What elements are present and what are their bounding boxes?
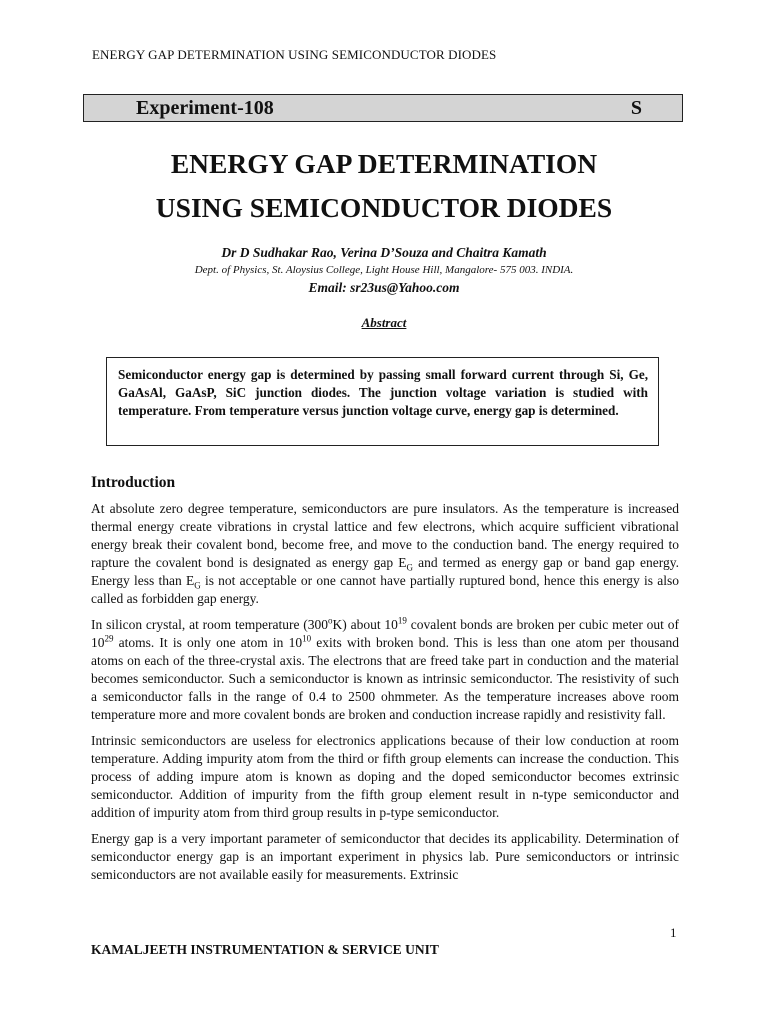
running-header: ENERGY GAP DETERMINATION USING SEMICONDUCTOR DIODES xyxy=(92,47,497,62)
affiliation: Dept. of Physics, St. Aloysius College, Light House Hill, Mangalore- 575 003. INDIA. xyxy=(194,264,574,276)
intro-paragraph-3: Intrinsic semiconductors are useless for electronics applications because of their low conduction at room temperature. Adding impurity atom from the third or fifth group elements can increase the conduction. This process of adding impure atom is known as doping and the doped semiconductor becomes extrinsic semiconductor. Addition of impurity from the fifth group element result in n-type semiconductor and addition of impurity atom from third group results in p-type semiconductor. xyxy=(91,733,679,820)
introduction-heading: Introduction xyxy=(91,474,176,491)
experiment-number: Experiment-108 xyxy=(136,97,274,119)
author-email: Email: sr23us@Yahoo.com xyxy=(308,280,460,295)
authors: Dr D Sudhakar Rao, Verina D’Souza and Chaitra Kamath xyxy=(221,245,547,260)
title-line-2: USING SEMICONDUCTOR DIODES xyxy=(155,192,613,223)
intro-paragraph-4: Energy gap is a very important parameter of semiconductor that decides its applicability. Determination of semiconductor energy gap is an important experiment in physics lab. Pure semiconductors or intrinsic semiconductors are not available easily for measurements. Extrinsic xyxy=(91,831,679,882)
abstract-text: Semiconductor energy gap is determined by passing small forward current through Si, Ge, GaAsAl, GaAsP, SiC junction diodes. The junction voltage variation is studied with temperature. From temperature versus junction voltage curve, energy gap is determined. xyxy=(118,367,648,418)
title-line-1: ENERGY GAP DETERMINATION xyxy=(170,148,598,179)
page-number: 1 xyxy=(670,925,677,940)
abstract-heading: Abstract xyxy=(361,315,407,330)
experiment-bar xyxy=(83,94,683,122)
page-footer: KAMALJEETH INSTRUMENTATION & SERVICE UNIT xyxy=(91,942,439,957)
experiment-category: S xyxy=(630,97,642,119)
intro-paragraph-1: At absolute zero degree temperature, semiconductors are pure insulators. As the temperature is increased thermal energy create vibrations in crystal lattice and few electrons, which acquire sufficient vibrational energy break their covalent bond, become free, and move to the conduction band. The energy required to rapture the covalent bond is designated as energy gap $E_G$ and termed as energy gap or band gap energy. Energy less than $E_G$ is not acceptable or one cannot have partially ruptured bond, hence this energy is also called as forbidden gap energy. xyxy=(91,501,679,606)
intro-paragraph-2: In silicon crystal, at room temperature (300$^o$K) about $10^{19}$ covalent bonds are broken per cubic meter out of $10^{29}$ atoms. It is only one atom in $10^{10}$ exits with broken bond. This is less than one atom per thousand atoms on each of the three-crystal axis. The electrons that are freed take part in conduction and the material becomes semiconductor. Such a semiconductor is known as intrinsic semiconductor. The resistivity of such a semiconductor falls in the range of 0.4 to 2500 ohmmeter. As the temperature increases above room temperature more and more covalent bonds are broken and conduction increase rapidly and resistivity fall. xyxy=(91,615,679,722)
introduction-body xyxy=(91,500,679,892)
document-title xyxy=(0,142,768,230)
abstract-box xyxy=(106,357,659,446)
